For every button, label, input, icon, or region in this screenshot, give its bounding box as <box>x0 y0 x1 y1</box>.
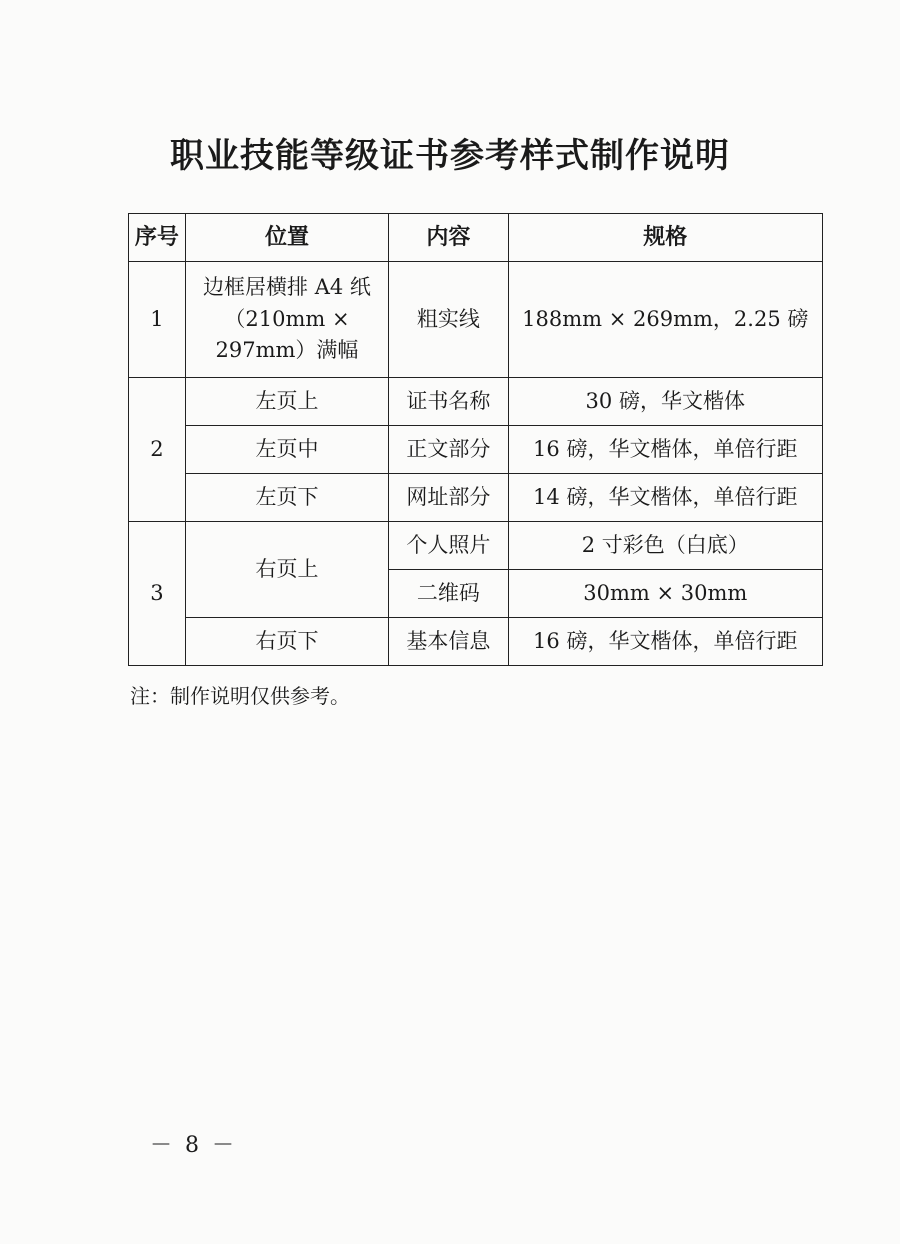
table-row <box>129 474 823 522</box>
cell-content: 个人照片 <box>389 522 508 570</box>
cell-no: 2 <box>129 378 186 522</box>
cell-position: 边框居横排 A4 纸（210mm × 297mm）满幅 <box>185 262 388 378</box>
header-position: 位置 <box>185 214 388 262</box>
cell-spec: 30mm × 30mm <box>508 570 822 618</box>
cell-spec: 30 磅，华文楷体 <box>508 378 822 426</box>
cell-content: 基本信息 <box>389 618 508 666</box>
cell-content: 粗实线 <box>389 262 508 378</box>
cell-spec: 16 磅，华文楷体，单倍行距 <box>508 426 822 474</box>
cell-position: 左页下 <box>185 474 388 522</box>
cell-spec: 14 磅，华文楷体，单倍行距 <box>508 474 822 522</box>
page-title: 职业技能等级证书参考样式制作说明 <box>170 136 730 176</box>
header-spec: 规格 <box>508 214 822 262</box>
spec-table <box>128 213 823 666</box>
cell-no: 3 <box>129 522 186 666</box>
table-row <box>129 378 823 426</box>
cell-spec: 188mm × 269mm，2.25 磅 <box>508 262 822 378</box>
table-row <box>129 522 823 570</box>
table-row <box>129 618 823 666</box>
cell-position: 右页下 <box>185 618 388 666</box>
cell-content: 证书名称 <box>389 378 508 426</box>
cell-content: 二维码 <box>389 570 508 618</box>
cell-content: 正文部分 <box>389 426 508 474</box>
cell-spec: 2 寸彩色（白底） <box>508 522 822 570</box>
page-number: － 8 － <box>150 1133 237 1158</box>
table-row <box>129 262 823 378</box>
header-no: 序号 <box>129 214 186 262</box>
cell-position: 左页中 <box>185 426 388 474</box>
header-content: 内容 <box>389 214 508 262</box>
cell-spec: 16 磅，华文楷体，单倍行距 <box>508 618 822 666</box>
cell-no: 1 <box>129 262 186 378</box>
cell-position: 右页上 <box>185 522 388 618</box>
table-row <box>129 426 823 474</box>
footnote: 注：制作说明仅供参考。 <box>130 684 350 708</box>
cell-position: 左页上 <box>185 378 388 426</box>
table-header-row <box>129 214 823 262</box>
cell-content: 网址部分 <box>389 474 508 522</box>
